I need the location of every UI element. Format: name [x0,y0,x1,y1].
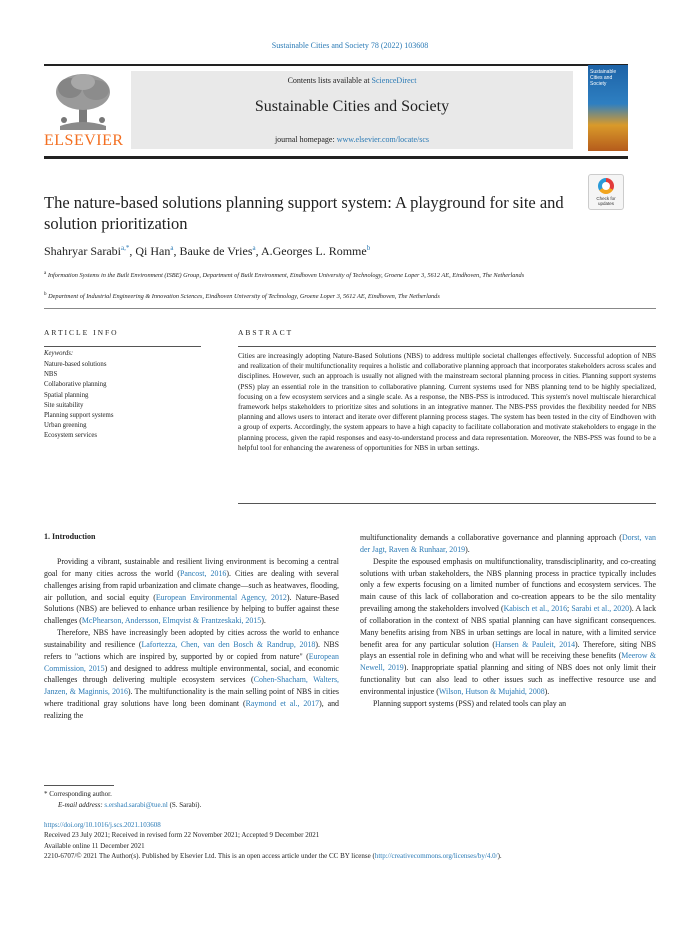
author-name[interactable]: Bauke de Vries [179,244,253,258]
footnote [44,789,201,811]
author-affiliation-mark[interactable]: a [170,244,174,252]
contents-line [131,76,573,85]
citation-link[interactable]: Lafortezza, Chen, van den Bosch & Randrup, 2018 [141,639,316,649]
text-run: Despite the espoused emphasis on multifunctionality, transdisciplinarity, and co-creating solutions with urban stakeholders, the NBS planning process in practice typically includes only a few experts focusing on a limited number of functions and ecosystem services. The main cause of this lack of collaboration and co-creation appears to be the silo mentality prevailing among the stakeholders involved ( [360,556,656,614]
text-run: ). [544,686,550,696]
author-name[interactable]: Shahryar Sarabi [44,244,121,258]
citation-link[interactable]: Sarabi et al., 2020 [571,604,630,614]
keyword-item: NBS [44,371,58,379]
paragraph [44,556,339,627]
text-run: ). NBS refers to "actions which are inspired by, supported by or copied from nature" ( [44,639,340,661]
abstract-rule-top [238,346,656,347]
journal-cover-image[interactable] [588,65,628,151]
citation-link[interactable]: European Commission, 2015 [44,651,339,673]
keyword-item: Spatial planning [44,391,89,399]
keywords-list [44,360,113,442]
article-info-heading: ARTICLE INFO [44,328,119,337]
sciencedirect-link[interactable]: ScienceDirect [371,76,417,85]
license-link[interactable]: http://creativecommons.org/licenses/by/4.0/ [374,852,498,861]
journal-reference[interactable]: Sustainable Cities and Society 78 (2022) 103608 [271,41,429,50]
abstract-text: Cities are increasingly adopting Nature-Based Solutions (NBS) to address multiple societal challenges effectively. Successful adoption of NBS and realization of their multifunctionality requires a holistic and collaborative planning approach that incorporates stakeholders across scales and disciplines. However, such an approach is usually not aligned with the mainstream sectoral planning process in cities. Planning support systems (PSS) play an essential role in the transition to collaborative planning. Current systems used for NBS planning tend to be highly specialized, focusing on a few ecosystem services and a single scale. As a response, the NBS-PSS is introduced. This system's novel multiscale hierarchical framework helps stakeholders to prioritize sites and solutions in an integrative manner. The NBS-PSS provides the flexibility needed for NBS planning and allows users to interact and iterate over different planning process stages. The system has been tested in the city of Eindhoven with a group of experts. Accordingly, the system appears to have a high capacity to facilitate collaboration and motivate stakeholders to engage in the planning process, given the rapid responses and easy-to-understand process and data representation. Moreover, the NBS-PSS was found to be a helpful tool for enhancing the awareness of opportunities for NBS in urban settings. [238,352,656,452]
text-run: ). Therefore, siting NBS plays an essential role in defining who and what will be receiving these benefits ( [360,639,656,661]
abstract-rule-bottom [238,503,656,504]
text-run: ). Nature-Based Solutions (NBS) are believed to enhance urban resilience by helping to buffer against these challenges ( [44,592,340,626]
affiliation-text: Information Systems in the Built Environment (ISBE) Group, Department of Built Environment, Eindhoven University of Technology, Groene Loper 3, 5612 AE, Eindhoven, The Netherlands [47,272,525,280]
text-run: ). [261,616,266,626]
journal-homepage-link[interactable]: www.elsevier.com/locate/scs [336,135,430,144]
check-for-updates-button[interactable] [588,174,624,210]
author-affiliation-mark[interactable]: a,* [120,244,130,252]
affiliation-b [44,290,584,302]
author-affiliation-mark[interactable]: b [366,244,371,252]
citation-link[interactable]: Wilson, Hutson & Mujahid, 2008 [438,686,545,696]
text-run: ). The multifunctionality is the main selling point of NBS in cities where traditional gray solutions have long been dominant ( [44,687,339,709]
body-column-left [44,556,339,722]
publication-info [44,820,502,862]
paragraph [360,532,656,556]
text-run: multifunctionality demands a collaborative governance and planning approach ( [360,533,622,542]
affiliation-mark: a [44,271,47,276]
elsevier-logo [44,70,122,150]
check-updates-label: Check for updates [596,196,616,206]
license-text: 2210-6707/© 2021 The Author(s). Published by Elsevier Ltd. This is an open access article under the CC BY license ( [44,852,375,861]
email-line [44,800,201,811]
citation-link[interactable]: Pancost, 2016 [179,568,227,578]
paragraph [360,556,656,698]
author-name[interactable]: Qi Han [135,244,171,258]
article-info-rule [44,346,201,347]
citation-link[interactable]: Raymond et al., 2017 [245,699,320,709]
homepage-line [131,135,573,144]
author-separator: , [129,244,136,258]
text-run: ; [567,604,572,614]
text-run: ). A lack of collaboration in the context of NBS spatial planning can have significant consequences. Many benefits arising from NBS in urban settings are local in nature, with a limited service benefit area for any particular solution ( [360,604,657,649]
citation-link[interactable]: McPhearson, Andersson, Elmqvist & Frantzeskaki, 2015 [81,616,262,626]
license-line [44,851,502,861]
text-run: ). Cities are dealing with several challenges arising from rapid urbanization and climate change—such as heatwaves, flooding, air pollution, and social equity ( [44,568,339,602]
author-affiliation-mark[interactable]: a [252,244,256,252]
homepage-prefix: journal homepage: [274,135,337,144]
affiliation-a [44,269,564,281]
author-separator: , [255,244,261,258]
email-label: E-mail address: [58,801,105,809]
email-suffix: (S. Sarabi). [167,801,202,809]
citation-link[interactable]: Kabisch et al., 2016 [503,604,568,614]
keyword-item: Collaborative planning [44,381,107,389]
affiliation-divider [44,308,656,309]
body-column-right [360,532,656,710]
keyword-item: Site suitability [44,401,84,409]
affiliation-text: Department of Industrial Engineering & Innovation Sciences, Eindhoven University of Technology, Groene Loper 3, 5612 AE, Eindhoven, The Netherlands [48,293,440,301]
corresponding-author-note: * Corresponding author. [44,790,112,798]
article-title: The nature-based solutions planning support system: A playground for site and solution prioritization [44,193,564,233]
paragraph: Planning support systems (PSS) and related tools can play an [373,698,567,708]
footnote-rule [44,785,114,786]
keyword-item: Planning support systems [44,412,114,420]
header-rule-bottom [44,156,628,159]
contents-prefix: Contents lists available at [287,76,372,85]
cover-title: Sustainable Cities and Society [590,69,617,87]
keyword-item: Urban greening [44,422,87,430]
text-run: Providing a vibrant, sustainable and resilient living environment is becoming a central goal for many cities across the world ( [44,557,339,578]
citation-link[interactable]: European Environmental Agency, 2012 [155,592,287,602]
text-run: ). [465,544,470,554]
license-text-end: ). [497,852,502,861]
text-run: Therefore, NBS have increasingly been adopted by cities across the world to enhance sustainability and resilience ( [44,628,339,649]
keywords-label: Keywords: [44,350,74,357]
author-list [44,244,370,259]
text-run: ). Inappropriate spatial planning and siting of NBS does not only limit their functionality but can also lead to other issues such as ineffective resource use and environmental injustice ( [360,663,657,696]
affiliation-mark: b [44,292,47,297]
abstract-heading: ABSTRACT [238,328,294,337]
elsevier-wordmark: ELSEVIER [44,132,124,149]
citation-link[interactable]: Hansen & Pauleit, 2014 [495,639,576,649]
keyword-item: Nature-based solutions [44,361,107,368]
citation-link[interactable]: Cohen-Shacham, Walters, Janzen, & Maginnis, 2016 [44,675,339,697]
check-updates-icon [598,178,614,194]
text-run: ), and realizing the [44,699,339,720]
elsevier-tree-icon [50,70,116,132]
citation-link[interactable]: Meerow & Newell, 2019 [360,651,657,673]
available-online: Available online 11 December 2021 [44,841,145,850]
journal-title: Sustainable Cities and Society [254,98,450,115]
section-heading-introduction: 1. Introduction [44,532,96,541]
keyword-item: Ecosystem services [44,432,98,440]
author-separator: , [173,244,180,258]
citation-link[interactable]: Dorst, van der Jagt, Raven & Runhaar, 2019 [360,533,656,554]
paragraph [44,627,339,722]
doi-link[interactable]: https://doi.org/10.1016/j.scs.2021.103608 [44,821,161,829]
text-run: ) and designed to address multiple environmental, social, and economic challenges through delivering multiple ecosystem services ( [44,663,339,685]
email-link[interactable]: s.ershad.sarabi@tue.nl [104,801,168,809]
author-name[interactable]: A.Georges L. Romme [260,244,367,258]
header-rule-top [44,64,628,66]
journal-header-band [131,71,573,149]
received-dates: Received 23 July 2021; Received in revised form 22 November 2021; Accepted 9 December 2021 [44,831,320,840]
